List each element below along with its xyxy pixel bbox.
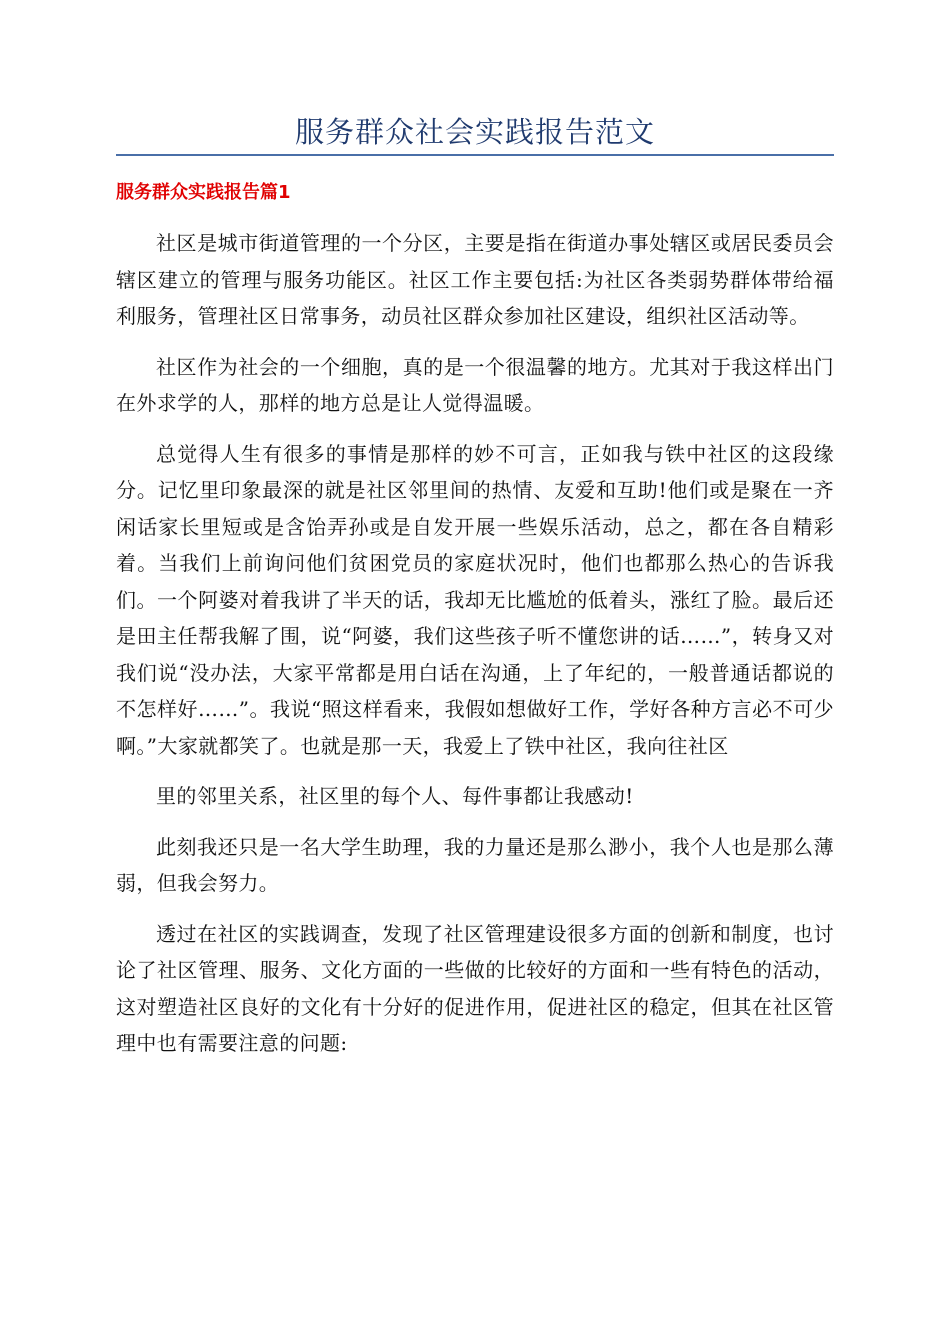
paragraph: 此刻我还只是一名大学生助理，我的力量还是那么渺小，我个人也是那么薄弱，但我会努力。 <box>116 834 834 895</box>
paragraph: 社区作为社会的一个细胞，真的是一个很温馨的地方。尤其对于我这样出门在外求学的人，那样的地方总是让人觉得温暖。 <box>116 354 834 415</box>
paragraph: 社区是城市街道管理的一个分区，主要是指在街道办事处辖区或居民委员会辖区建立的管理与服务功能区。社区工作主要包括:为社区各类弱势群体带给福利服务，管理社区日常事务，动员社区群众参加社区建设，组织社区活动等。 <box>116 231 834 328</box>
paragraph: 里的邻里关系，社区里的每个人、每件事都让我感动! <box>156 784 634 808</box>
section-heading: 服务群众实践报告篇1 <box>116 182 291 203</box>
paragraph: 透过在社区的实践调查，发现了社区管理建设很多方面的创新和制度，也讨论了社区管理、服务、文化方面的一些做的比较好的方面和一些有特色的活动，这对塑造社区良好的文化有十分好的促进作用，促进社区的稳定，但其在社区管理中也有需要注意的问题: <box>116 921 834 1055</box>
paragraph: 总觉得人生有很多的事情是那样的妙不可言，正如我与铁中社区的这段缘分。记忆里印象最深的就是社区邻里间的热情、友爱和互助!他们或是聚在一齐闲话家长里短或是含饴弄孙或是自发开展一些娱乐活动，总之，都在各自精彩着。当我们上前询问他们贫困党员的家庭状况时，他们也都那么热心的告诉我们。一个阿婆对着我讲了半天的话，我却无比尴尬的低着头，涨红了脸。最后还是田主任帮我解了围，说“阿婆，我们这些孩子听不懂您讲的话……”，转身又对我们说“没办法，大家平常都是用白话在沟通，上了年纪的，一般普通话都说的不怎样好……”。我说“照这样看来，我假如想做好工作，学好各种方言必不可少啊。”大家就都笑了。也就是那一天，我爱上了铁中社区，我向往社区 <box>116 441 834 758</box>
document-title: 服务群众社会实践报告范文 <box>294 115 655 149</box>
document-body <box>116 225 834 1076</box>
title-underline <box>116 154 834 156</box>
